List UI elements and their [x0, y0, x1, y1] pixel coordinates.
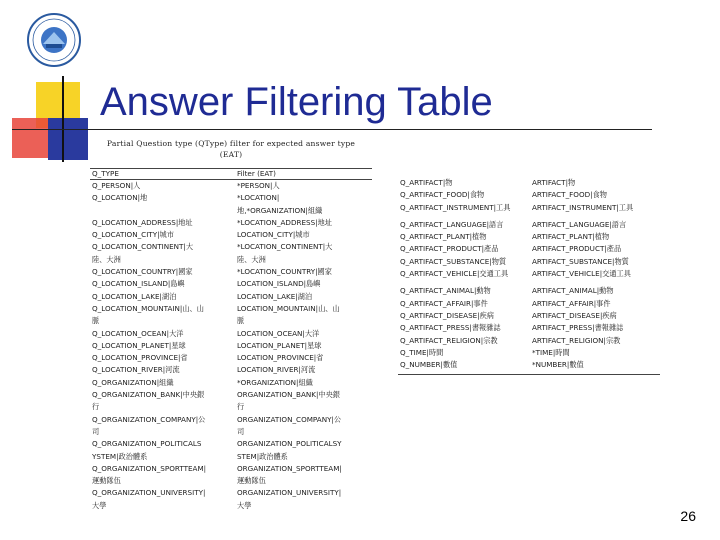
table-body: [90, 180, 372, 512]
filter-cell: LOCATION_PROVINCE|省: [237, 353, 324, 363]
qtype-cell: Q_LOCATION_PROVINCE|省: [92, 353, 188, 363]
filter-cell: ARTIFACT_RELIGION|宗教: [532, 335, 621, 345]
qtype-cell: Q_LOCATION_OCEAN|大洋: [92, 328, 184, 338]
filter-cell: ORGANIZATION_POLITICALSY STEM|政治體系: [237, 439, 342, 461]
filter-cell: LOCATION_RIVER|河流: [237, 365, 316, 375]
filter-cell: ORGANIZATION_UNIVERSITY| 大學: [237, 488, 342, 510]
slide-title: Answer Filtering Table: [100, 80, 493, 124]
qtype-cell: Q_ORGANIZATION_UNIVERSITY| 大學: [92, 488, 206, 510]
table-caption: Partial Question type (QType) filter for expected answer type (EAT): [106, 139, 356, 159]
qtype-cell: Q_LOCATION|地: [92, 193, 148, 203]
table-row: [90, 438, 372, 463]
filter-cell: ARTIFACT_SUBSTANCE|物質: [532, 256, 629, 266]
table-row: [398, 219, 660, 231]
table-row: [90, 278, 372, 290]
filter-cell: *LOCATION| 地,*ORGANIZATION|組織: [237, 193, 323, 215]
filter-cell: *LOCATION_ADDRESS|地址: [237, 217, 332, 227]
filter-cell: *TIME|時間: [532, 347, 570, 357]
qtype-cell: Q_NUMBER|數值: [400, 360, 458, 370]
table-row: [90, 414, 372, 439]
table-row: [90, 487, 372, 512]
qtype-cell: Q_LOCATION_CITY|城市: [92, 230, 174, 240]
qtype-cell: Q_ORGANIZATION_COMPANY|公 司: [92, 414, 206, 436]
decor-horizontal-line: [12, 129, 652, 130]
filter-cell: LOCATION_LAKE|湖泊: [237, 291, 313, 301]
qtype-cell: Q_LOCATION_RIVER|河流: [92, 365, 180, 375]
table-row: [90, 303, 372, 328]
qtype-cell: Q_ARTIFACT_PLANT|植物: [400, 232, 487, 242]
qtype-cell: Q_ARTIFACT_ANIMAL|動物: [400, 286, 491, 296]
table-row: [90, 328, 372, 340]
qtype-cell: Q_ORGANIZATION_POLITICALS YSTEM|政治體系: [92, 439, 202, 461]
table-row: [90, 241, 372, 266]
qtype-cell: Q_LOCATION_COUNTRY|國家: [92, 267, 193, 277]
filter-cell: ORGANIZATION_COMPANY|公 司: [237, 414, 342, 436]
column-header-qtype: Q_TYPE: [92, 169, 119, 178]
table-row: [398, 268, 660, 280]
qtype-cell: Q_PERSON|人: [92, 181, 141, 190]
qtype-cell: Q_TIME|時間: [400, 347, 444, 357]
qtype-cell: Q_ORGANIZATION_SPORTTEAM| 運動隊伍: [92, 463, 207, 486]
table-row: [398, 322, 660, 334]
filter-cell: ORGANIZATION_SPORTTEAM| 運動隊伍: [237, 463, 342, 486]
table-row: [398, 298, 660, 310]
filter-cell: ORGANIZATION_BANK|中央銀 行: [237, 390, 340, 412]
filter-cell: ARTIFACT|物: [532, 178, 576, 187]
qtype-cell: Q_ORGANIZATION_BANK|中央銀 行: [92, 390, 205, 412]
filter-cell: ARTIFACT_INSTRUMENT|工具: [532, 202, 634, 212]
qtype-cell: Q_ARTIFACT_AFFAIR|事件: [400, 298, 488, 308]
table-row: [398, 202, 660, 214]
qtype-cell: Q_ARTIFACT_INSTRUMENT|工具: [400, 202, 511, 212]
filter-cell: ARTIFACT_ANIMAL|動物: [532, 286, 614, 296]
column-header-filter: Filter (EAT): [237, 169, 276, 178]
qtype-cell: Q_ARTIFACT_LANGUAGE|語言: [400, 219, 504, 229]
table-row: [90, 340, 372, 352]
qtype-cell: Q_LOCATION_ISLAND|島嶼: [92, 279, 185, 289]
qtype-cell: Q_ARTIFACT_PRESS|書報雜誌: [400, 323, 501, 333]
table-body: [398, 177, 660, 371]
filter-cell: ARTIFACT_AFFAIR|事件: [532, 298, 611, 308]
filter-cell: ARTIFACT_FOOD|食物: [532, 190, 607, 200]
qtype-cell: Q_ARTIFACT_DISEASE|疾病: [400, 310, 494, 320]
table-row: [90, 364, 372, 376]
decor-blue-square: [48, 118, 88, 160]
filter-cell: *NUMBER|數值: [532, 360, 584, 370]
filter-cell: *PERSON|人: [237, 181, 280, 190]
table-row: [90, 377, 372, 389]
qtype-cell: Q_ARTIFACT_VEHICLE|交通工具: [400, 269, 509, 279]
table-row: [90, 291, 372, 303]
filter-cell: LOCATION_OCEAN|大洋: [237, 328, 320, 338]
table-row: [90, 229, 372, 241]
filter-cell: *LOCATION_CONTINENT|大 陸、大洲: [237, 242, 333, 264]
table-row: [90, 266, 372, 278]
qtype-cell: Q_LOCATION_MOUNTAIN|山、山 脈: [92, 303, 204, 326]
qtype-cell: Q_LOCATION_PLANET|星球: [92, 340, 186, 350]
table-row: [398, 347, 660, 359]
filter-cell: ARTIFACT_PRODUCT|產品: [532, 244, 622, 254]
table-row: [398, 335, 660, 347]
filter-cell: LOCATION_MOUNTAIN|山、山 脈: [237, 303, 340, 326]
qtype-cell: Q_LOCATION_CONTINENT|大 陸、大洲: [92, 242, 194, 264]
table-row: [90, 180, 372, 192]
table-row: [90, 352, 372, 364]
qtype-cell: Q_ARTIFACT_SUBSTANCE|物質: [400, 256, 507, 266]
table-row: [398, 256, 660, 268]
table-row: [398, 243, 660, 255]
table-row: [90, 192, 372, 217]
qtype-filter-table: [90, 168, 372, 512]
filter-cell: ARTIFACT_VEHICLE|交通工具: [532, 269, 631, 279]
filter-cell: LOCATION_PLANET|星球: [237, 340, 322, 350]
table-row: [398, 177, 660, 189]
table-row: [398, 189, 660, 201]
qtype-cell: Q_ARTIFACT|物: [400, 178, 453, 187]
qtype-cell: Q_LOCATION_LAKE|湖泊: [92, 291, 177, 301]
table-row: [398, 310, 660, 322]
table-row: [398, 231, 660, 243]
university-seal-logo: [26, 12, 82, 68]
filter-cell: LOCATION_CITY|城市: [237, 230, 310, 240]
filter-cell: ARTIFACT_PLANT|植物: [532, 232, 610, 242]
slide-number: 26: [680, 508, 696, 524]
table-row: [398, 359, 660, 371]
filter-cell: LOCATION_ISLAND|島嶼: [237, 279, 321, 289]
table-row: [398, 285, 660, 297]
qtype-cell: Q_ORGANIZATION|組織: [92, 377, 174, 387]
qtype-cell: Q_ARTIFACT_FOOD|食物: [400, 190, 485, 200]
table-row: [90, 463, 372, 488]
decor-vertical-line: [62, 76, 64, 162]
filter-cell: *ORGANIZATION|組織: [237, 377, 313, 387]
filter-cell: ARTIFACT_PRESS|書報雜誌: [532, 323, 624, 333]
artifact-filter-table: [398, 177, 660, 375]
table-row: [90, 389, 372, 414]
filter-cell: ARTIFACT_DISEASE|疾病: [532, 310, 617, 320]
qtype-cell: Q_ARTIFACT_RELIGION|宗教: [400, 335, 498, 345]
table-header-row: [90, 169, 372, 180]
qtype-cell: Q_ARTIFACT_PRODUCT|產品: [400, 244, 499, 254]
table-row: [90, 217, 372, 229]
filter-cell: ARTIFACT_LANGUAGE|語言: [532, 219, 627, 229]
qtype-cell: Q_LOCATION_ADDRESS|地址: [92, 217, 193, 227]
filter-cell: *LOCATION_COUNTRY|國家: [237, 267, 332, 277]
